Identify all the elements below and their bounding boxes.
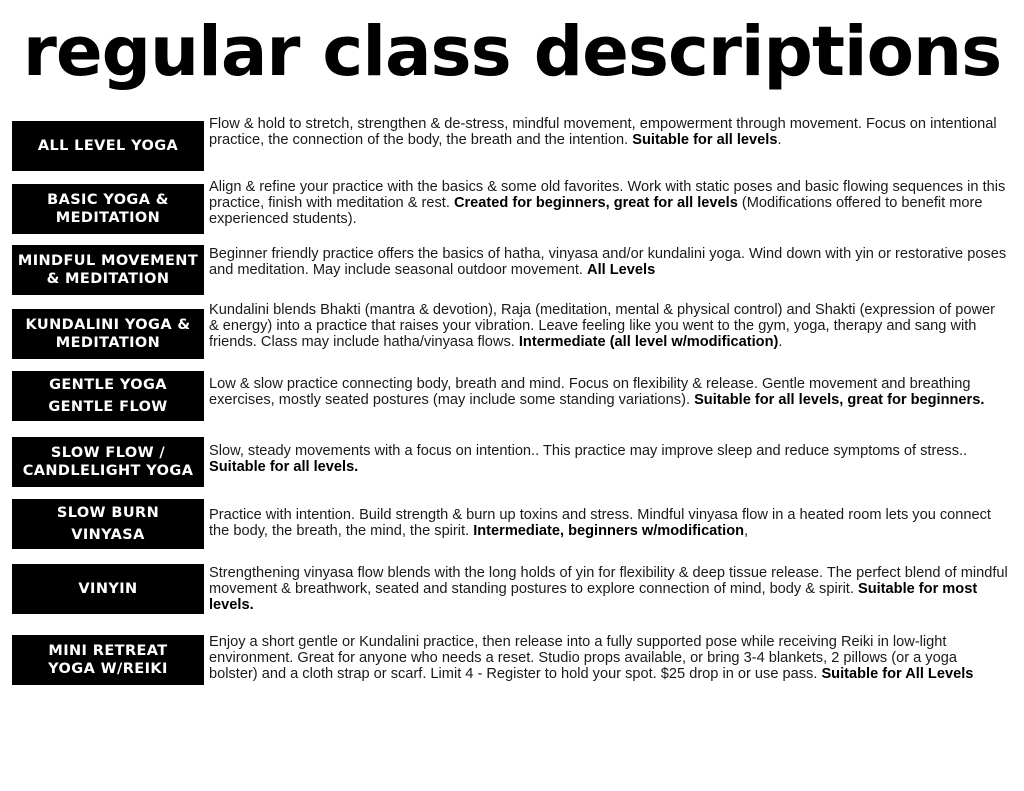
class-label: MINDFUL MOVEMENT & MEDITATION — [12, 245, 204, 295]
class-label: VINYIN — [12, 564, 204, 614]
level-note: Intermediate, beginners w/modification — [473, 523, 745, 539]
class-label: KUNDALINI YOGA & MEDITATION — [12, 309, 204, 359]
class-description: Low & slow practice connecting body, breath and mind. Focus on flexibility & release. Gentle movement and breathing exercises, mostly seated postures (may include some standing variations). Suitable for all levels, great for beginners. — [209, 376, 985, 408]
level-note: Suitable for all levels — [632, 132, 778, 148]
class-description: Align & refine your practice with the basics & some old favorites. Work with static poses and basic flowing sequences in this practice, finish with meditation & rest. Created for beginners, great for all levels (Modifications offered to benefit more experienced students). — [209, 179, 1006, 227]
level-note: Created for beginners, great for all levels — [453, 195, 738, 211]
class-label: SLOW BURN VINYASA — [12, 499, 204, 549]
class-description: Flow & hold to stretch, strengthen & de-stress, mindful movement, empowerment through movement. Focus on intentional practice, the connection of the body, the breath and the intention. Suitable for all levels. — [209, 116, 997, 148]
class-description: Strengthening vinyasa flow blends with the long holds of yin for flexibility & deep tissue release. The perfect blend of mindful movement & breathwork, seated and standing postures to explore connection of mind, body & spirit. Suitable for most levels. — [209, 565, 1008, 613]
class-description: Slow, steady movements with a focus on intention.. This practice may improve sleep and reduce symptoms of stress.. Suitable for all levels. — [209, 443, 968, 475]
class-label: MINI RETREAT YOGA W/REIKI — [12, 635, 204, 685]
level-note: Suitable for all levels, great for beginners. — [694, 392, 985, 408]
class-description: Kundalini blends Bhakti (mantra & devotion), Raja (meditation, mental & physical control) and Shakti (expression of power & energy) into a practice that raises your vibration. Leave feeling like you went to the gym, yoga, therapy and sang with friends. Class may include hatha/vinyasa flows. Intermediate (all level w/modification). — [209, 302, 996, 350]
level-note: All Levels — [587, 262, 656, 278]
class-label: GENTLE YOGA GENTLE FLOW — [12, 371, 204, 421]
class-label: ALL LEVEL YOGA — [12, 121, 204, 171]
class-description: Enjoy a short gentle or Kundalini practice, then release into a fully supported pose while receiving Reiki in low-light environment. Great for anyone who needs a reset. Studio props available, or bring 3-4 blankets, 2 pillows (or a yoga bolster) and a cloth strap or scarf. Limit 4 - Register to hold your spot. $25 drop in or use pass. Suitable for All Levels — [209, 634, 974, 682]
class-description: Practice with intention. Build strength & burn up toxins and stress. Mindful vinyasa flow in a heated room lets you connect the body, the breath, the mind, the spirit. Intermediate, beginners w/modification, — [209, 507, 991, 539]
class-label: BASIC YOGA & MEDITATION — [12, 184, 204, 234]
level-note: Suitable for All Levels — [821, 666, 974, 682]
level-note: Suitable for all levels. — [209, 459, 359, 475]
level-note: Suitable for most levels. — [209, 581, 978, 613]
level-note: Intermediate (all level w/modification) — [518, 334, 779, 350]
class-label: SLOW FLOW / CANDLELIGHT YOGA — [12, 437, 204, 487]
class-description: Beginner friendly practice offers the basics of hatha, vinyasa and/or kundalini yoga. Wind down with yin or restorative poses and meditation. May include seasonal outdoor movement. All Levels — [209, 246, 1007, 278]
page-title: regular class descriptions — [22, 12, 1002, 92]
